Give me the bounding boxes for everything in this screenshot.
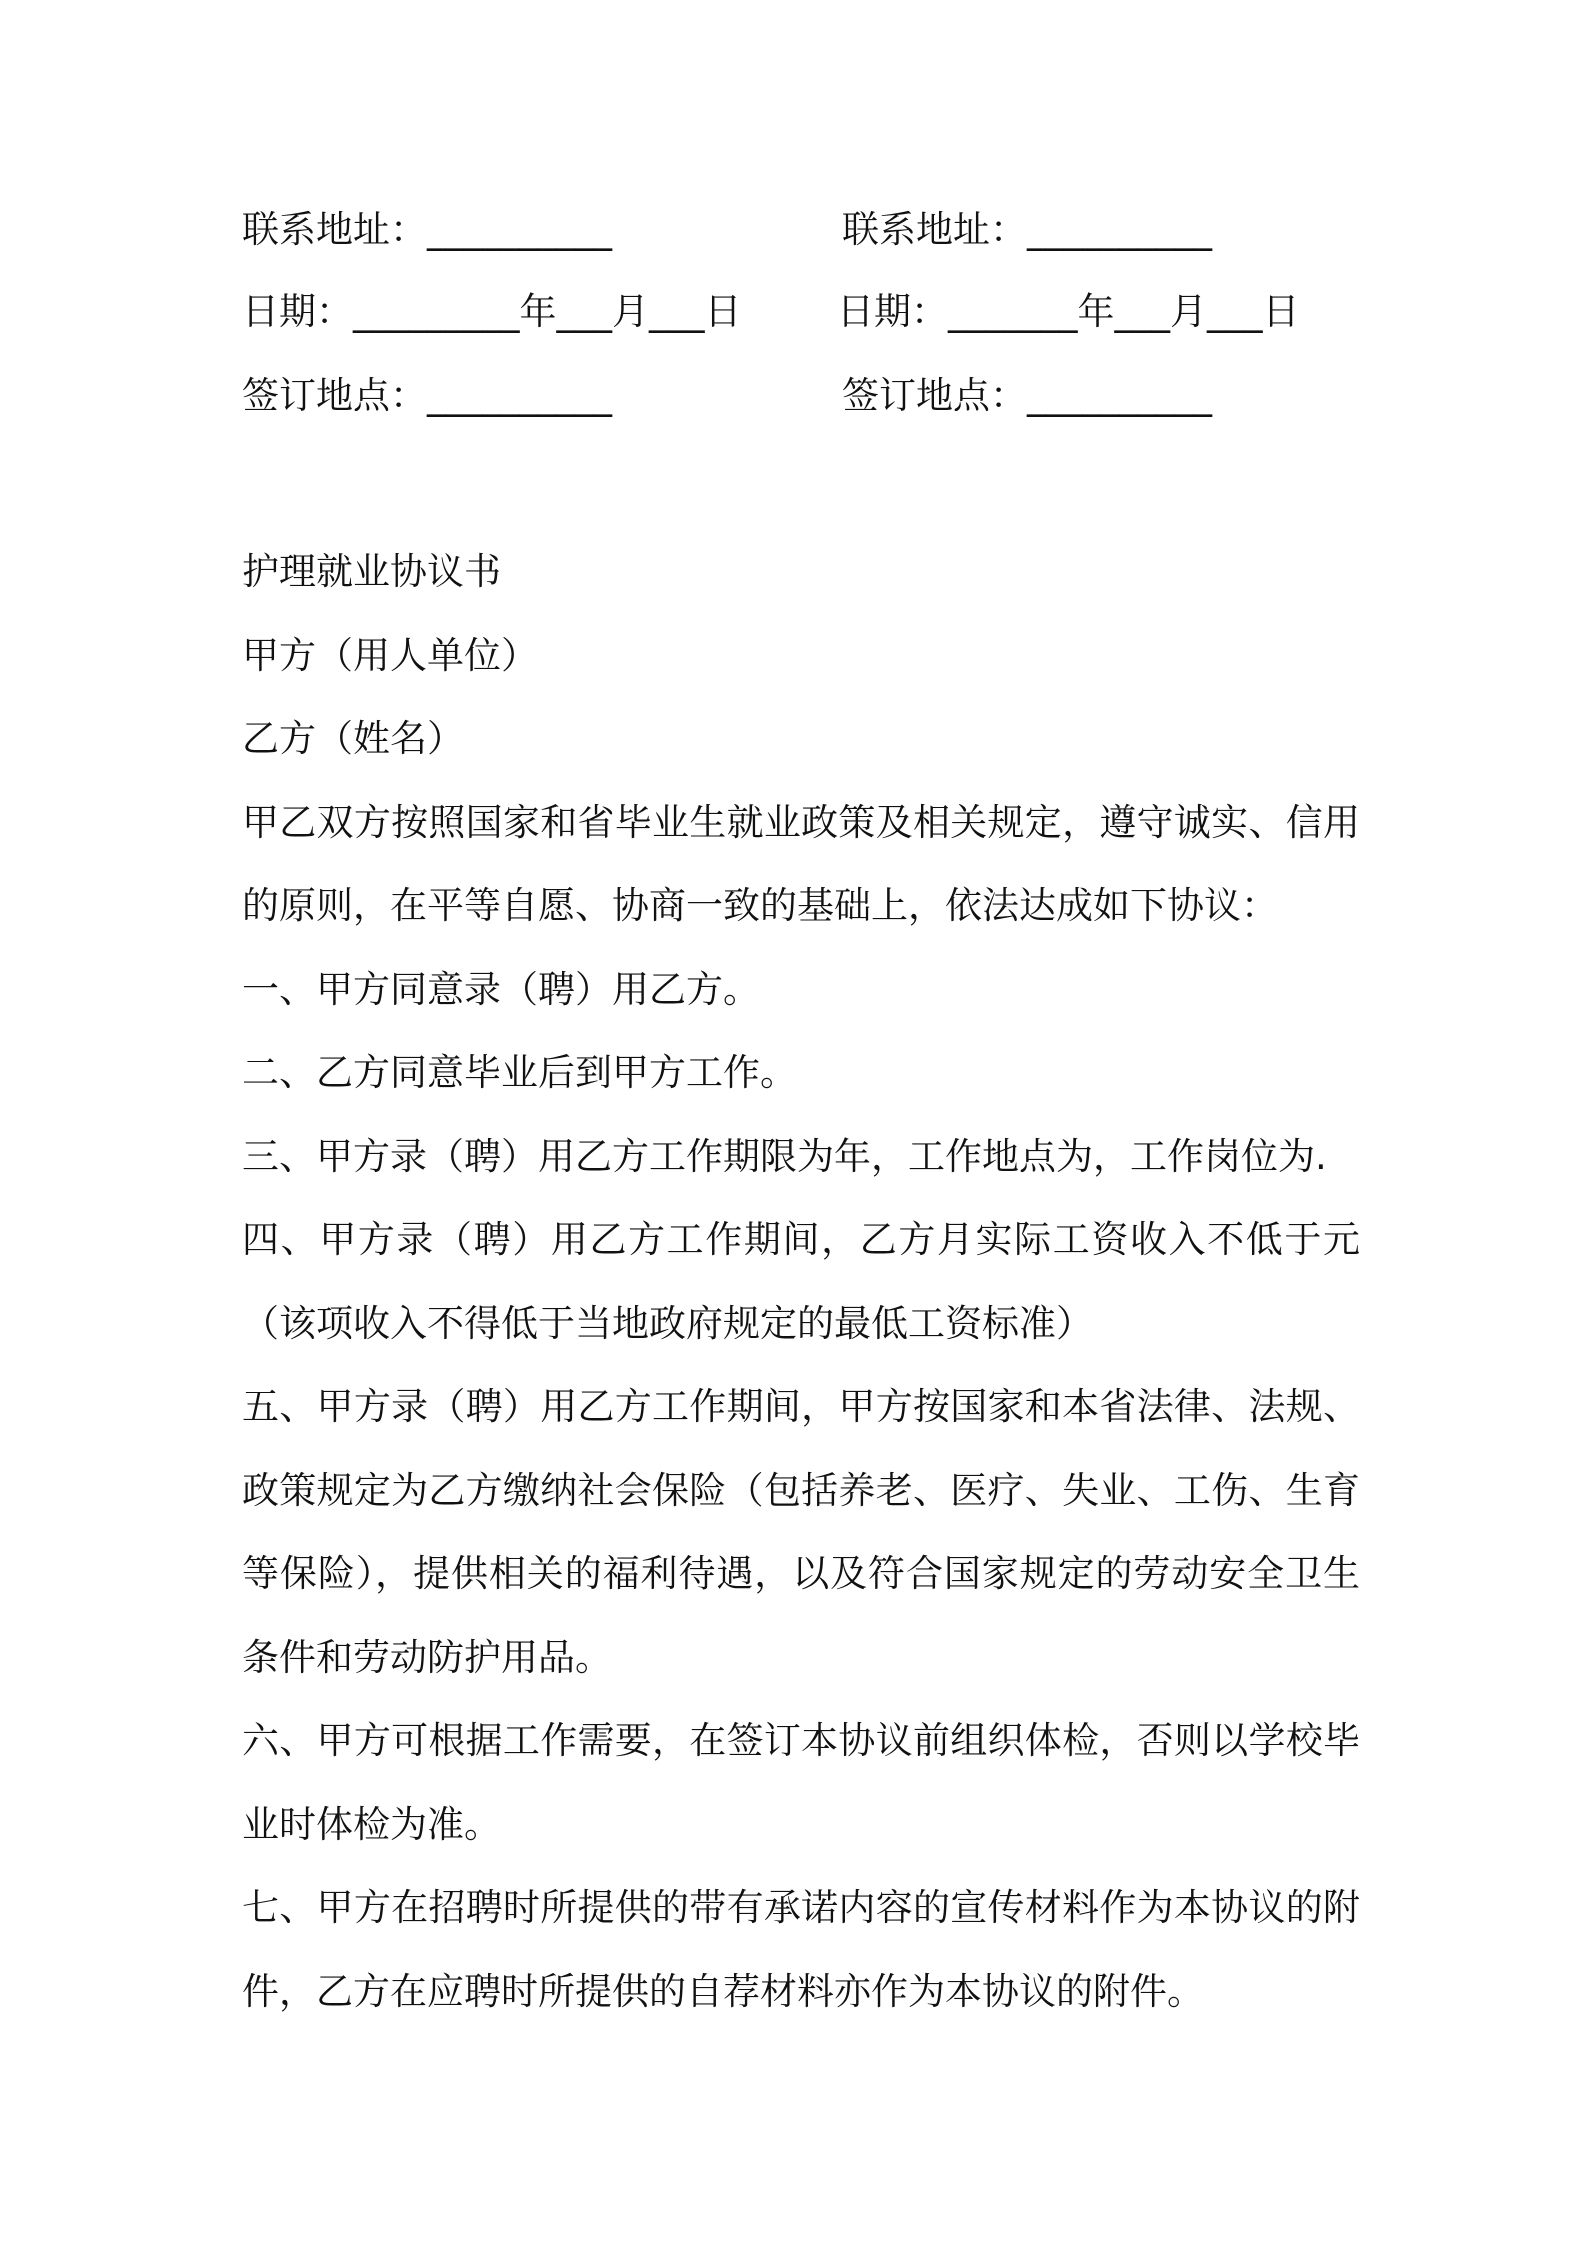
party-b-date-field: 日期：_______年___月___日 (837, 290, 1300, 333)
party-a-date-field: 日期：_________年___月___日 (242, 290, 742, 333)
clause-1: 一、甲方同意录（聘）用乙方。 (242, 967, 760, 1011)
preamble-paragraph: 甲乙双方按照国家和省毕业生就业政策及相关规定，遵守诚实、信用的原则，在平等自愿、协商一致的基础上，依法达成如下协议： (242, 800, 1360, 927)
party-a-address-field: 联系地址：__________ (242, 208, 612, 251)
party-a-place-field: 签订地点：__________ (242, 374, 612, 417)
party-b-address-field: 联系地址：__________ (842, 208, 1212, 251)
agreement-body (242, 530, 1360, 2033)
signature-address-row (242, 200, 1362, 260)
party-b-label: 乙方（姓名） (242, 717, 464, 760)
clause-4: 四、甲方录（聘）用乙方工作期间，乙方月实际工资收入不低于元（该项收入不得低于当地政府规定的最低工资标准） (242, 1218, 1360, 1345)
document-title: 护理就业协议书 (242, 550, 501, 593)
clause-6: 六、甲方可根据工作需要，在签订本协议前组织体检，否则以学校毕业时体检为准。 (242, 1719, 1360, 1846)
party-a-label: 甲方（用人单位） (242, 633, 538, 677)
party-b-place-field: 签订地点：__________ (842, 374, 1212, 417)
clause-2: 二、乙方同意毕业后到甲方工作。 (242, 1051, 797, 1094)
clause-3: 三、甲方录（聘）用乙方工作期限为年，工作地点为，工作岗位为. (242, 1134, 1327, 1178)
clause-7: 七、甲方在招聘时所提供的带有承诺内容的宣传材料作为本协议的附件，乙方在应聘时所提供的自荐材料亦作为本协议的附件。 (242, 1886, 1360, 2013)
signature-date-row (242, 282, 1362, 342)
signature-place-row (242, 366, 1362, 426)
clause-5: 五、甲方录（聘）用乙方工作期间，甲方按国家和本省法律、法规、政策规定为乙方缴纳社会保险（包括养老、医疗、失业、工伤、生育等保险），提供相关的福利待遇，以及符合国家规定的劳动安全卫生条件和劳动防护用品。 (242, 1385, 1360, 1679)
